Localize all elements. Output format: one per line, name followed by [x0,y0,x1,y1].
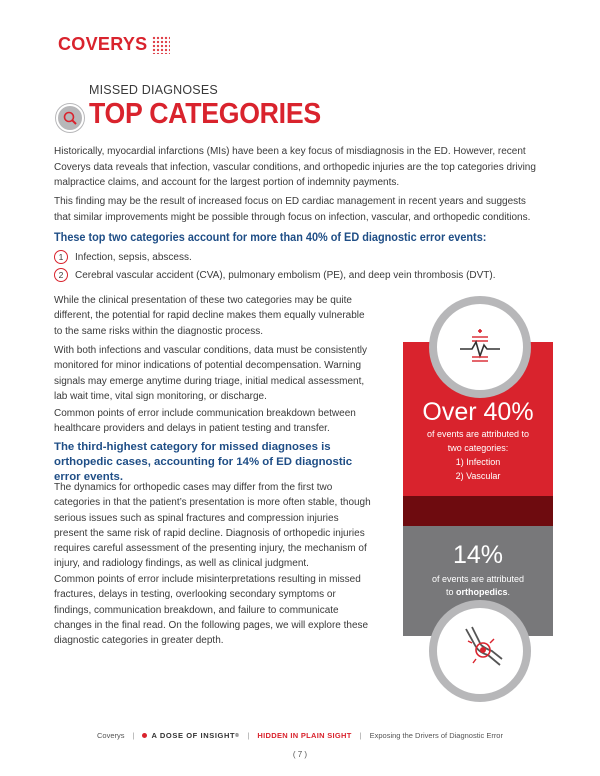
stat1-caption-line1: of events are attributed to [426,429,530,439]
page-footer [0,731,600,740]
number-badge: 2 [54,268,68,282]
orthopedic-heading: The third-highest category for missed diagnoses is orthopedic cases, accounting for 14% of ED diagnostic error events. [54,441,353,483]
vital-signs-icon [429,296,531,398]
intro-paragraph-1: Historically, myocardial infarctions (MIs) have been a key focus of misdiagnosis in the ED. However, recent Coverys data reveals that infection, vascular conditions, and orthopedic injuries are the top categories driving malpractice claims, and account for the largest portion of indemnity payments. [54,146,536,188]
footer-subtitle: Exposing the Drivers of Diagnostic Error [369,731,503,740]
body-paragraph-3: Common points of error include communication breakdown between healthcare providers and delays in patient testing and transfer. [54,408,356,435]
magnifier-icon [56,104,84,132]
footer-issue: HIDDEN IN PLAIN SIGHT [257,731,352,740]
stat1-item-2: 2) Vascular [455,471,501,481]
intro-paragraph-2: This finding may be the result of increased focus on ED cardiac management in recent years and suggests that similar improvements might be possible through focus on infection, vascular, and orthopedic conditions. [54,196,531,223]
number-badge: 1 [54,250,68,264]
list-item-text: Infection, sepsis, abscess. [75,251,192,263]
footer-divider: | [132,731,135,740]
stat2-caption-line2 [403,585,553,599]
coverys-logo [58,34,170,55]
logo-text: COVERYS [58,34,148,54]
stat2-caption-suffix: . [507,587,511,597]
joint-pain-icon [429,600,531,702]
stat2-caption-prefix: to [445,587,456,597]
footer-series-mark: ® [235,732,240,739]
stat-over-40: Over 40% [422,398,534,426]
logo-dots-icon [152,36,170,54]
page-title: TOP CATEGORIES [89,98,321,130]
stat-14-percent: 14% [452,541,504,569]
footer-divider: | [247,731,250,740]
body-paragraph-2: With both infections and vascular conditions, data must be consistently monitored for minor indications of potential decompensation. Warning signals may emerge anytime during triage, initial medical assessment, lab wait time, vital sign monitoring, or discharge. [54,345,367,402]
stat-panel-divider [403,496,553,526]
stat1-caption-line2: two categories: [447,443,509,453]
list-item [54,250,192,264]
stat2-caption-bold: orthopedics [455,587,508,597]
list-item [54,268,496,282]
footer-series [142,731,239,740]
footer-series-text: A DOSE OF INSIGHT [151,731,236,740]
body-paragraph-1: While the clinical presentation of these two categories may be quite different, the potential for rapid decline makes them equally vulnerable to the same risks within the diagnostic process. [54,295,365,337]
dose-dot-icon [142,733,147,738]
footer-brand: Coverys [97,731,125,740]
page-number: ( 7 ) [292,750,308,759]
body-paragraph-5: Common points of error include misinterpretations resulting in missed fractures, delays in testing, overlooking secondary symptoms or findings, communication breakdown, and failure to communicate changes in the final read. On the following pages, we will explore these diagnostic categories in greater depth. [54,574,369,647]
stat1-item-1: 1) Infection [455,457,501,467]
list-item-text: Cerebral vascular accident (CVA), pulmonary embolism (PE), and deep vein thrombosis (DVT). [75,269,496,281]
top-two-heading: These top two categories account for more than 40% of ED diagnostic error events: [54,231,487,244]
footer-divider: | [359,731,362,740]
stat2-caption-line1: of events are attributed [431,574,525,584]
body-paragraph-4: The dynamics for orthopedic cases may differ from the first two categories in that the patient’s presentation is more often stable, though serious issues such as spinal fractures and compression injuries present the same risk of rapid decline. Diagnosis of orthopedic injuries requires careful assessment of the presenting injury, the mechanism of injury, and radiology findings, as well as clinical judgment. [54,482,371,570]
section-kicker: MISSED DIAGNOSES [89,83,218,97]
